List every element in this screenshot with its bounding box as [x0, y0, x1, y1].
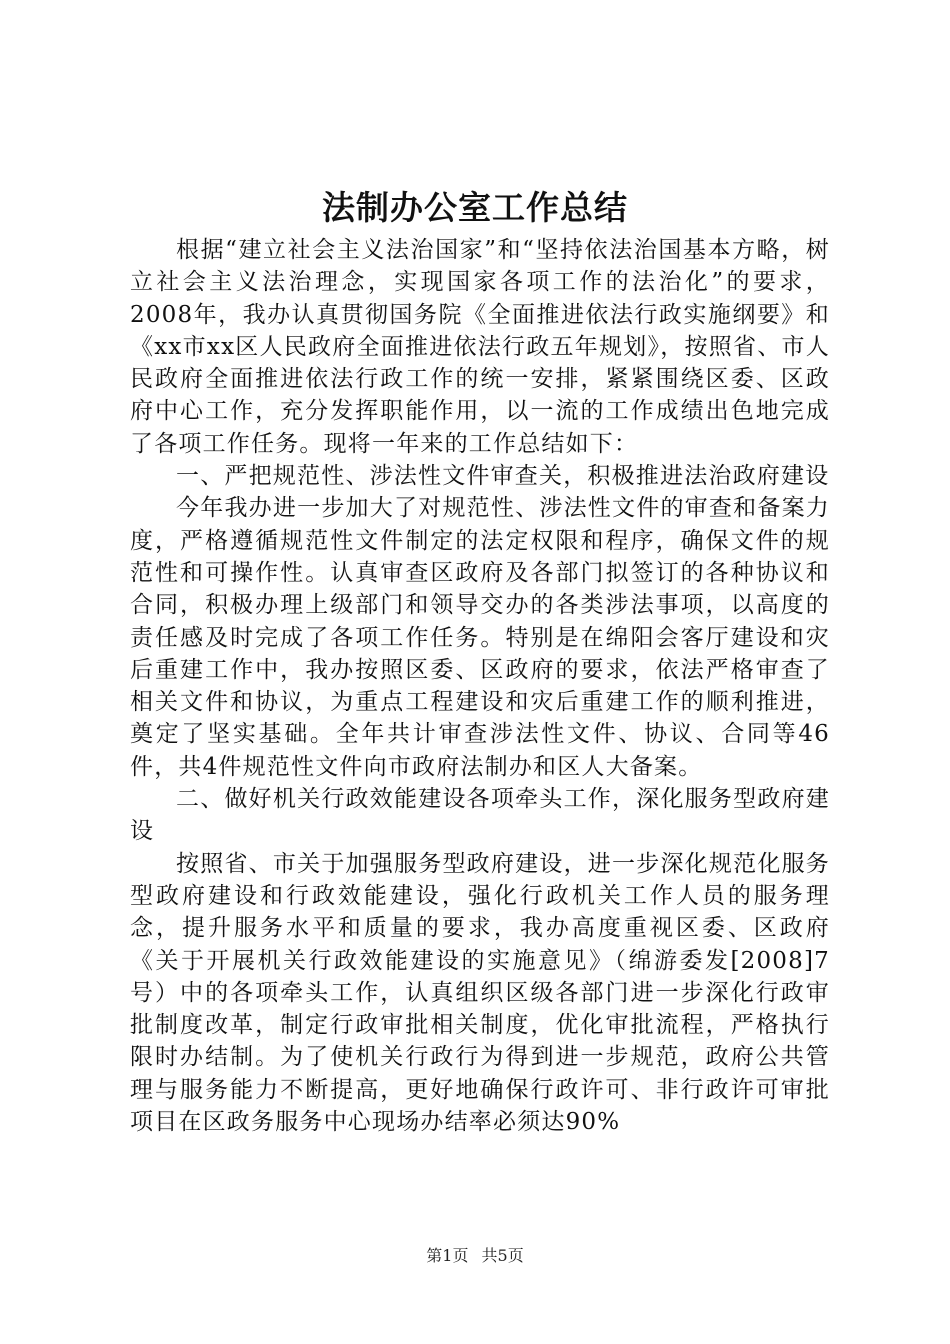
section-heading-1: 一、严把规范性、涉法性文件审查关，积极推进法治政府建设	[176, 463, 830, 490]
page-footer	[0, 1244, 950, 1268]
paragraph-section-2: 按照省、市关于加强服务型政府建设，进一步深化规范化服务型政府建设和行政效能建设，强化行政机关工作人员的服务理念，提升服务水平和质量的要求，我办高度重视区委、区政府《关于开展机关行政效能建设的实施意见》（绵游委发[2008]7号）中的各项牵头工作，认真组织区级各部门进一步深化行政审批制度改革，制定行政审批相关制度，优化审批流程，严格执行限时办结制。为了使机关行政行为得到进一步规范，政府公共管理与服务能力不断提高，更好地确保行政许可、非行政许可审批项目在区政务服务中心现场办结率必须达90%	[130, 850, 830, 1136]
total-pages: 共5页	[481, 1246, 524, 1265]
page-number: 第1页	[426, 1246, 469, 1265]
document-title: 法制办公室工作总结	[322, 188, 628, 227]
section-heading-2: 二、做好机关行政效能建设各项牵头工作，深化服务型政府建设	[130, 786, 830, 845]
paragraph-intro: 根据“建立社会主义法治国家”和“坚持依法治国基本方略，树立社会主义法治理念，实现国家各项工作的法治化”的要求，2008年，我办认真贯彻国务院《全面推进依法行政实施纲要》和《xx市xx区人民政府全面推进依法行政五年规划》，按照省、市人民政府全面推进依法行政工作的统一安排，紧紧围绕区委、区政府中心工作，充分发挥职能作用，以一流的工作成绩出色地完成了各项工作任务。现将一年来的工作总结如下：	[130, 237, 830, 457]
document-body	[130, 234, 830, 1138]
paragraph-section-1: 今年我办进一步加大了对规范性、涉法性文件的审查和备案力度，严格遵循规范性文件制定的法定权限和程序，确保文件的规范性和可操作性。认真审查区政府及各部门拟签订的各种协议和合同，积极办理上级部门和领导交办的各类涉法事项，以高度的责任感及时完成了各项工作任务。特别是在绵阳会客厅建设和灾后重建工作中，我办按照区委、区政府的要求，依法严格审查了相关文件和协议，为重点工程建设和灾后重建工作的顺利推进，奠定了坚实基础。全年共计审查涉法性文件、协议、合同等46件，共4件规范性文件向市政府法制办和区人大备案。	[130, 495, 830, 780]
